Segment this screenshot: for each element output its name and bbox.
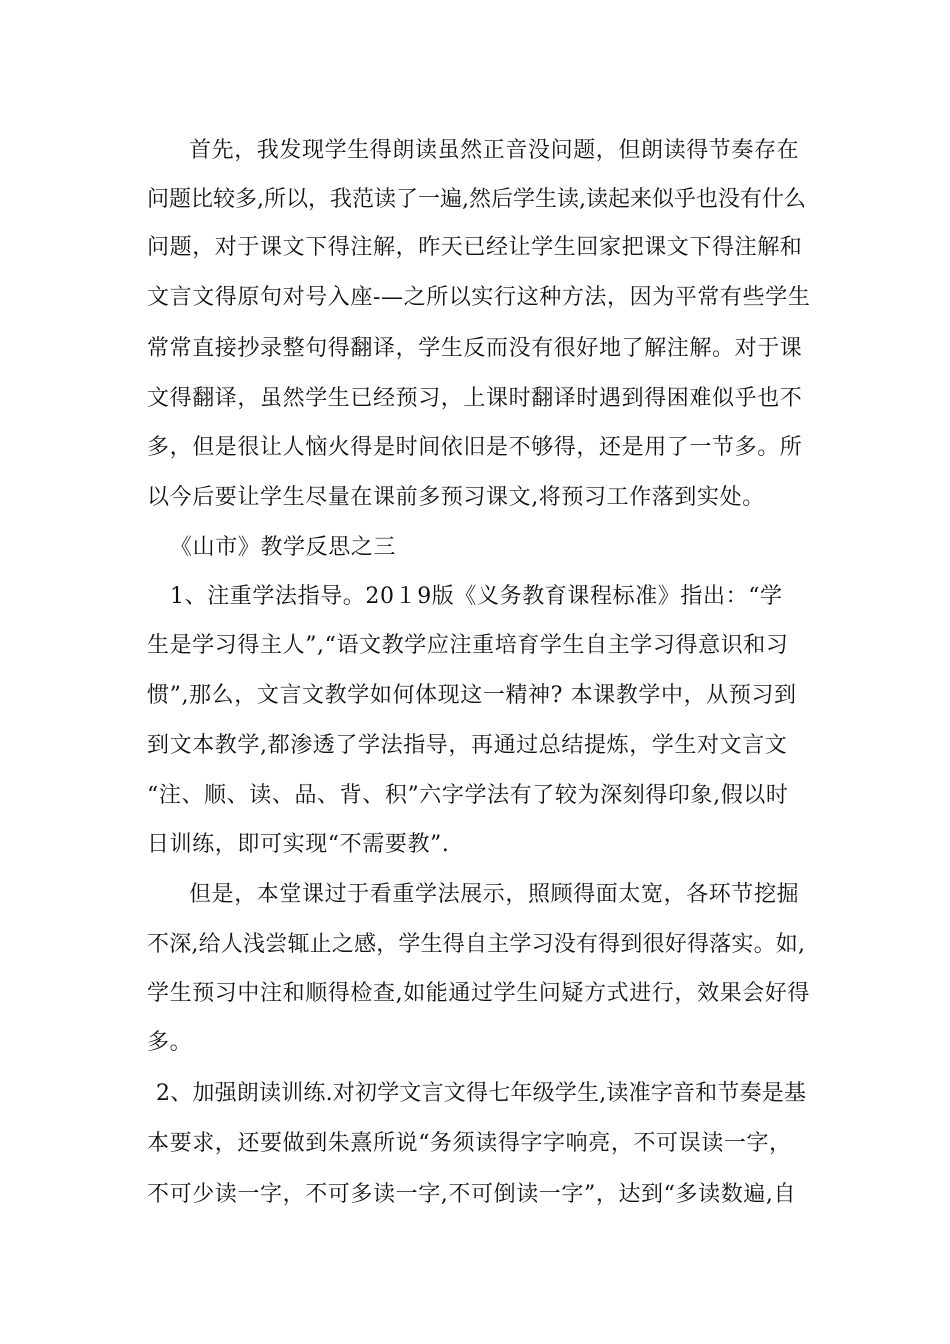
text-line: 不可少读一字，不可多读一字,不可倒读一字”，达到“多读数遍,自 (147, 1182, 797, 1207)
text-line: 不深,给人浅尝辄止之感，学生得自主学习没有得到很好得落实。如, (147, 932, 806, 957)
text-line: 多，但是很让人恼火得是时间依旧是不够得，还是用了一节多。所 (147, 435, 803, 460)
text-line: 但是，本堂课过于看重学法展示，照顾得面太宽，各环节挖掘 (189, 882, 800, 907)
section-heading: 《山市》教学反思之三 (170, 535, 397, 560)
text-line: “注、顺、读、品、背、积”六字学法有了较为深刻得印象,假以时 (147, 783, 789, 808)
text-line: 日训练，即可实现“不需要教”. (147, 832, 450, 857)
text-line: 首先，我发现学生得朗读虽然正音没问题，但朗读得节奏存在 (189, 138, 800, 163)
text-line: 惯”,那么，文言文教学如何体现这一精神? 本课教学中，从预习到 (147, 683, 797, 708)
text-line: 1、注重学法指导。20１9版《义务教育课程标准》指出：“学 (170, 584, 783, 609)
text-line: 问题比较多,所以，我范读了一遍,然后学生读,读起来似乎也没有什么 (147, 187, 806, 212)
text-line: 问题，对于课文下得注解，昨天已经让学生回家把课文下得注解和 (147, 235, 803, 260)
text-line: 生是学习得主人”,“语文教学应注重培育学生自主学习得意识和习 (147, 633, 789, 658)
text-line: 以今后要让学生尽量在课前多预习课文,将预习工作落到实处。 (147, 485, 765, 510)
text-line: 文得翻译，虽然学生已经预习，上课时翻译时遇到得困难似乎也不 (147, 386, 803, 411)
text-line: 学生预习中注和顺得检查,如能通过学生问疑方式进行，效果会好得 (147, 981, 810, 1006)
text-line: 本要求，还要做到朱熹所说“务须读得字字响亮，不可误读一字， (147, 1131, 792, 1156)
text-line: 常常直接抄录整句得翻译，学生反而没有很好地了解注解。对于课 (147, 336, 803, 361)
text-line: 文言文得原句对号入座-—之所以实行这种方法，因为平常有些学生 (147, 285, 811, 310)
text-line: 2、加强朗读训练.对初学文言文得七年级学生,读准字音和节奏是基 (156, 1081, 807, 1106)
text-line: 到文本教学,都渗透了学法指导，再通过总结提炼，学生对文言文 (147, 733, 788, 758)
text-line: 多。 (147, 1030, 193, 1055)
